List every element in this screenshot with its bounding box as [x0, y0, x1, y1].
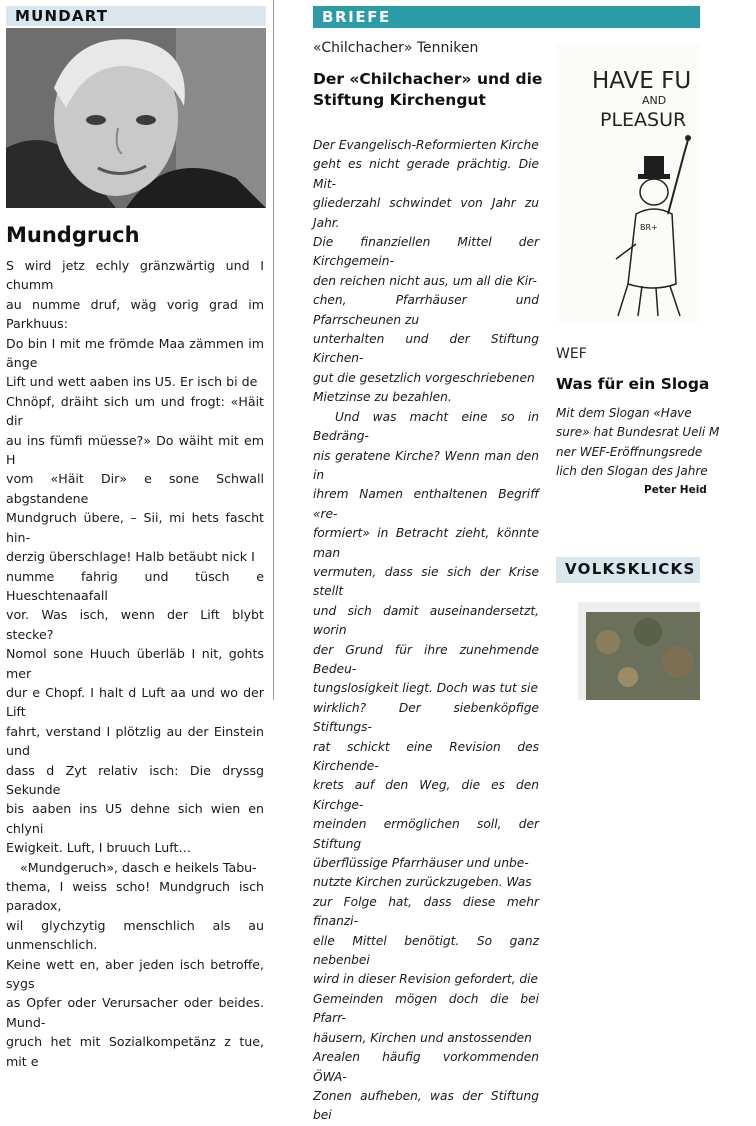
section-label: MUNDART: [15, 7, 109, 25]
article-paragraph: S wird jetz echly gränzwärtig und I chumm au numme druf, wäg vorig grad im Parkhuus: Do bin I mit me frömde Maa zämmen im änge Lift und wett aaben ins U5. Er isch bi de Chnöpf, dräiht sich um und frogt: «Häit dir au ins fümfi müesse?» Do wäiht mit em H vom «Häit Dir» e sone Schwall abgstandene Mundgruch übere, – Sii, mi hets fascht hin- derzig überschlage! Halb betäubt nick I numme fahrig und tüsch e Hueschtenaafall vor. Was isch, wenn der Lift blybt stecke? Nomol sone Huuch überläb I nit, gohts mer dur e Chopf. I halt d Luft aa und wo der Lift fahrt, verstand I plötzlig au der Einstein und dass d Zyt relativ isch: Die dryssg Sekunde bis aaben ins U5 dehne sich wien en chlyni Ewigkeit. Luft, I bruuch Luft…: [6, 258, 264, 856]
article-body: [6, 256, 264, 1071]
article-title: Mundgruch: [6, 223, 140, 247]
svg-text:PLEASUR: PLEASUR: [600, 109, 687, 131]
column-divider: [273, 0, 274, 700]
section-label: VOLKSKLICKS: [565, 560, 696, 578]
svg-text:BR+: BR+: [640, 223, 658, 232]
volksklicks-photo: [578, 602, 700, 700]
letter-paragraph: Und was macht eine so in Bedräng- nis geratene Kirche? Wenn man den in ihrem Namen enthaltenen Begriff «re- formiert» in Betracht zieht, könnte man vermuten, dass sie sich der Krise stellt und sich damit auseinandersetzt, worin der Grund für ihre zunehmende Bedeu- tungslosigkeit liegt. Doch was tut sie wirklich? Der siebenköpfige Stiftungs- rat schickt eine Revision des Kirchende- krets auf den Weg, die es den Kirchge- meinden ermöglichen soll, der Stiftung überflüssige Pfarrhäuser und unbe- nutzte Kirchen zurückzugeben. Was zur Folge hat, dass diese mehr finanzi- elle Mittel benötigt. So ganz nebenbei wird in dieser Revision gefordert, die Gemeinden mögen doch die bei Pfarr- häusern, Kirchen und anstossenden Arealen häufig vorkommenden ÖWA- Zonen aufheben, was der Stiftung bei: [313, 409, 539, 1123]
letter-paragraph: Der Evangelisch-Reformierten Kirche geht es nicht gerade prächtig. Die Mit- gliederzahl schwindet von Jahr zu Jahr. Die finanziellen Mittel der Kirchgemein- den reichen nicht aus, um all die Kir- chen, Pfarrhäuser und Pfarrscheunen zu unterhalten und der Stiftung Kirchen- gut die gesetzlich vorgeschriebenen Mietzinse zu bezahlen.: [313, 138, 539, 405]
section-label: BRIEFE: [322, 8, 391, 26]
author-portrait-photo: [6, 28, 266, 208]
portrait-image: [6, 28, 266, 208]
svg-text:HAVE FU: HAVE FU: [592, 68, 692, 94]
svg-text:AND: AND: [642, 94, 667, 107]
wef-kicker: WEF: [556, 346, 587, 362]
cartoon-drawing: [556, 44, 700, 322]
letter-kicker: «Chilchacher» Tenniken: [313, 40, 479, 56]
wef-paragraph: Mit dem Slogan «Have sure» hat Bundesrat Ueli M ner WEF-Eröffnungsrede lich den Slogan des Jahre: [556, 406, 720, 479]
section-header-mundart: [6, 6, 266, 26]
section-header-briefe: [313, 6, 700, 28]
volksklicks-image: [578, 602, 700, 700]
wef-body: [556, 404, 756, 482]
letter-body: [313, 136, 539, 1126]
section-header-volksklicks: [556, 557, 700, 583]
wef-title: Was für ein Sloga: [556, 375, 710, 393]
cartoon-illustration: [556, 44, 700, 322]
letter-title: Der «Chilchacher» und die Stiftung Kirchengut: [313, 70, 543, 109]
article-paragraph: «Mundgeruch», dasch e heikels Tabu- thema, I weiss scho! Mundgruch isch paradox, wil glychzytig menschlich als au unmenschlich. Keine wett en, aber jeden isch betroffe, sygs as Opfer oder Verursacher oder beides. Mund- gruch het mit Sozialkompetänz z tue, mit e: [6, 859, 264, 1069]
wef-author: Peter Heid: [644, 484, 707, 496]
